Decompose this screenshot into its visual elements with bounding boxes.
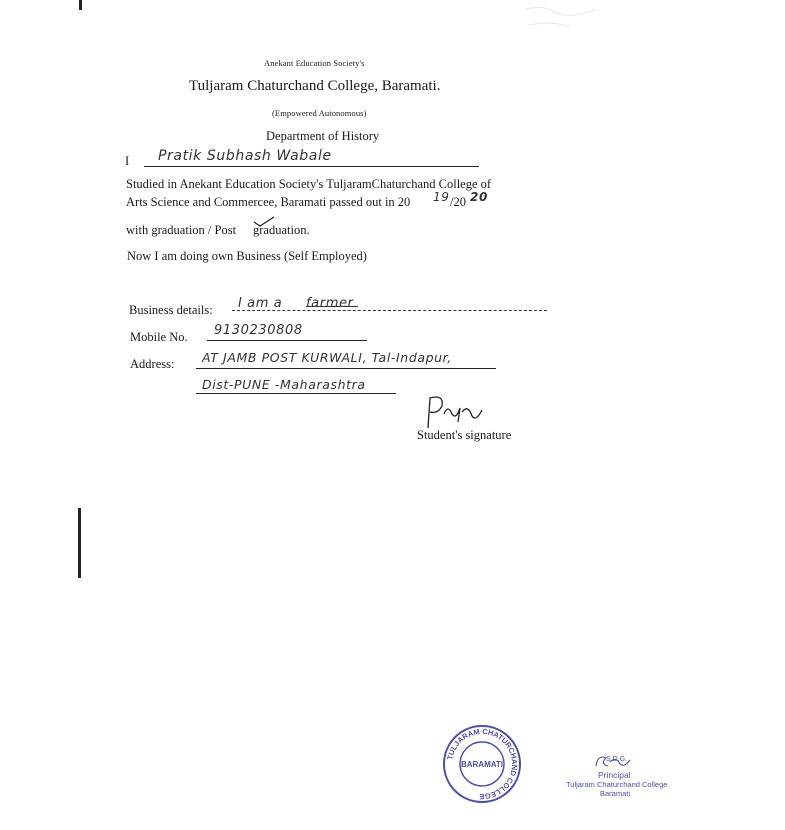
- address-underline-2: [196, 393, 396, 394]
- post-graduation-word: graduation.: [253, 223, 310, 237]
- name-underline: [144, 166, 479, 167]
- student-signature-mark: [418, 392, 488, 432]
- student-name: Pratik Subhash Wabale: [158, 148, 332, 164]
- passout-year-end: 20: [470, 190, 488, 204]
- society-name: Anekant Education Society's: [264, 58, 365, 68]
- principal-place: Baramati: [600, 789, 631, 798]
- principal-college: Tuljaram Chaturchand College: [566, 780, 668, 789]
- address-underline-1: [196, 368, 496, 369]
- address-label: Address:: [130, 357, 175, 371]
- principal-initials: S.D.G.: [606, 756, 628, 763]
- business-details-value: I am a: [238, 296, 283, 311]
- business-underline: [232, 310, 547, 311]
- address-line-2: Dist-PUNE -Maharashtra: [202, 377, 366, 392]
- studied-line-2: Arts Science and Commercee, Baramati passed out in 20: [126, 195, 411, 209]
- business-details-label: Business details:: [129, 303, 213, 317]
- mobile-label: Mobile No.: [130, 330, 188, 344]
- passout-year-mid: 19: [433, 190, 450, 204]
- mobile-underline: [207, 340, 367, 341]
- graduation-line: with graduation / Post: [126, 223, 237, 237]
- tick-mark: [252, 216, 276, 228]
- address-line-1: AT JAMB POST KURWALI, Tal-Indapur,: [202, 350, 452, 365]
- scan-edge-mark: [78, 508, 81, 578]
- svg-text:BARAMATI: BARAMATI: [460, 760, 504, 769]
- college-name: Tuljaram Chaturchand College, Baramati.: [189, 78, 441, 94]
- studied-line-1: Studied in Anekant Education Society's TuljaramChaturchand College of: [126, 177, 492, 191]
- principal-title: Principal: [598, 770, 631, 780]
- student-signature-label: Student's signature: [417, 428, 512, 442]
- college-seal: [442, 724, 522, 804]
- scan-edge-mark: [79, 0, 82, 10]
- i-label: I: [125, 154, 130, 168]
- passout-year-slash: /20: [450, 195, 466, 209]
- self-employed-line: Now I am doing own Business (Self Employed): [127, 249, 367, 263]
- svg-text:TULJARAM CHATURCHAND COLLEGE: TULJARAM CHATURCHAND COLLEGE: [445, 726, 520, 802]
- business-details-value-2: farmer: [306, 296, 354, 311]
- department-name: Department of History: [266, 129, 380, 143]
- mobile-number: 9130230808: [214, 323, 303, 338]
- bleed-through-mark: [520, 0, 600, 40]
- autonomous-status: (Empowered Autonomous): [272, 108, 367, 118]
- strike-mark: [306, 306, 358, 307]
